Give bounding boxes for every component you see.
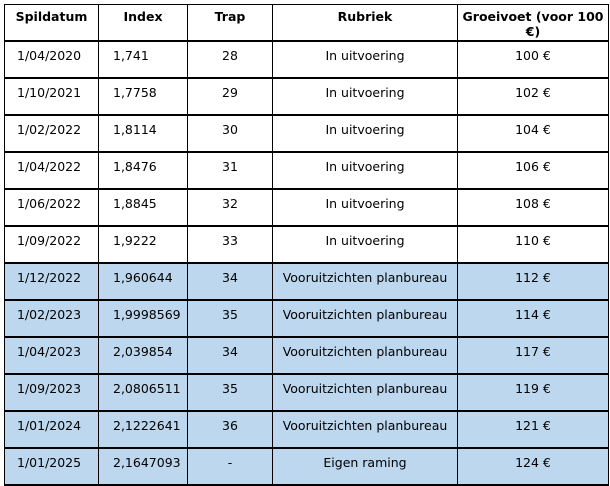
cell-spildatum: 1/10/2021 [5, 78, 99, 115]
table-row [5, 152, 609, 189]
cell-groeivoet: 102 € [458, 78, 609, 115]
cell-trap: 33 [188, 226, 273, 263]
cell-spildatum: 1/02/2023 [5, 300, 99, 337]
cell-groeivoet: 117 € [458, 337, 609, 374]
cell-spildatum: 1/02/2022 [5, 115, 99, 152]
table-row [5, 374, 609, 411]
cell-index: 1,8476 [99, 152, 188, 189]
cell-rubriek: Vooruitzichten planbureau [273, 300, 458, 337]
header-rubriek: Rubriek [273, 5, 458, 42]
cell-rubriek: In uitvoering [273, 41, 458, 78]
cell-index: 1,8845 [99, 189, 188, 226]
cell-spildatum: 1/04/2022 [5, 152, 99, 189]
table-row [5, 115, 609, 152]
indexation-table [4, 4, 609, 486]
cell-spildatum: 1/09/2023 [5, 374, 99, 411]
cell-rubriek: In uitvoering [273, 226, 458, 263]
cell-spildatum: 1/04/2023 [5, 337, 99, 374]
cell-index: 1,7758 [99, 78, 188, 115]
cell-groeivoet: 121 € [458, 411, 609, 448]
table-row [5, 263, 609, 300]
cell-trap: 35 [188, 300, 273, 337]
cell-index: 1,9222 [99, 226, 188, 263]
cell-index: 1,8114 [99, 115, 188, 152]
cell-trap: - [188, 448, 273, 485]
header-spildatum: Spildatum [5, 5, 99, 42]
table-row [5, 411, 609, 448]
cell-spildatum: 1/01/2025 [5, 448, 99, 485]
cell-rubriek: In uitvoering [273, 78, 458, 115]
cell-rubriek: Vooruitzichten planbureau [273, 263, 458, 300]
header-index: Index [99, 5, 188, 42]
cell-index: 1,960644 [99, 263, 188, 300]
cell-index: 2,1222641 [99, 411, 188, 448]
table-row [5, 226, 609, 263]
cell-trap: 28 [188, 41, 273, 78]
table-row [5, 41, 609, 78]
cell-trap: 31 [188, 152, 273, 189]
cell-index: 2,039854 [99, 337, 188, 374]
cell-groeivoet: 119 € [458, 374, 609, 411]
cell-rubriek: Vooruitzichten planbureau [273, 337, 458, 374]
cell-rubriek: In uitvoering [273, 152, 458, 189]
cell-trap: 30 [188, 115, 273, 152]
cell-index: 2,1647093 [99, 448, 188, 485]
cell-trap: 34 [188, 263, 273, 300]
cell-rubriek: Eigen raming [273, 448, 458, 485]
cell-trap: 35 [188, 374, 273, 411]
cell-groeivoet: 110 € [458, 226, 609, 263]
cell-groeivoet: 104 € [458, 115, 609, 152]
cell-trap: 34 [188, 337, 273, 374]
cell-groeivoet: 112 € [458, 263, 609, 300]
header-groeivoet: Groeivoet (voor 100 €) [458, 5, 609, 42]
cell-groeivoet: 100 € [458, 41, 609, 78]
cell-groeivoet: 108 € [458, 189, 609, 226]
cell-trap: 29 [188, 78, 273, 115]
table-row [5, 448, 609, 485]
cell-index: 2,0806511 [99, 374, 188, 411]
table-row [5, 337, 609, 374]
cell-groeivoet: 114 € [458, 300, 609, 337]
cell-spildatum: 1/01/2024 [5, 411, 99, 448]
table-row [5, 300, 609, 337]
cell-rubriek: Vooruitzichten planbureau [273, 374, 458, 411]
cell-spildatum: 1/06/2022 [5, 189, 99, 226]
table-row [5, 189, 609, 226]
cell-rubriek: In uitvoering [273, 189, 458, 226]
cell-index: 1,741 [99, 41, 188, 78]
cell-trap: 32 [188, 189, 273, 226]
cell-spildatum: 1/04/2020 [5, 41, 99, 78]
cell-trap: 36 [188, 411, 273, 448]
cell-index: 1,9998569 [99, 300, 188, 337]
cell-spildatum: 1/09/2022 [5, 226, 99, 263]
table-row [5, 78, 609, 115]
cell-spildatum: 1/12/2022 [5, 263, 99, 300]
header-trap: Trap [188, 5, 273, 42]
cell-rubriek: In uitvoering [273, 115, 458, 152]
cell-rubriek: Vooruitzichten planbureau [273, 411, 458, 448]
cell-groeivoet: 124 € [458, 448, 609, 485]
cell-groeivoet: 106 € [458, 152, 609, 189]
header-row [5, 5, 609, 42]
